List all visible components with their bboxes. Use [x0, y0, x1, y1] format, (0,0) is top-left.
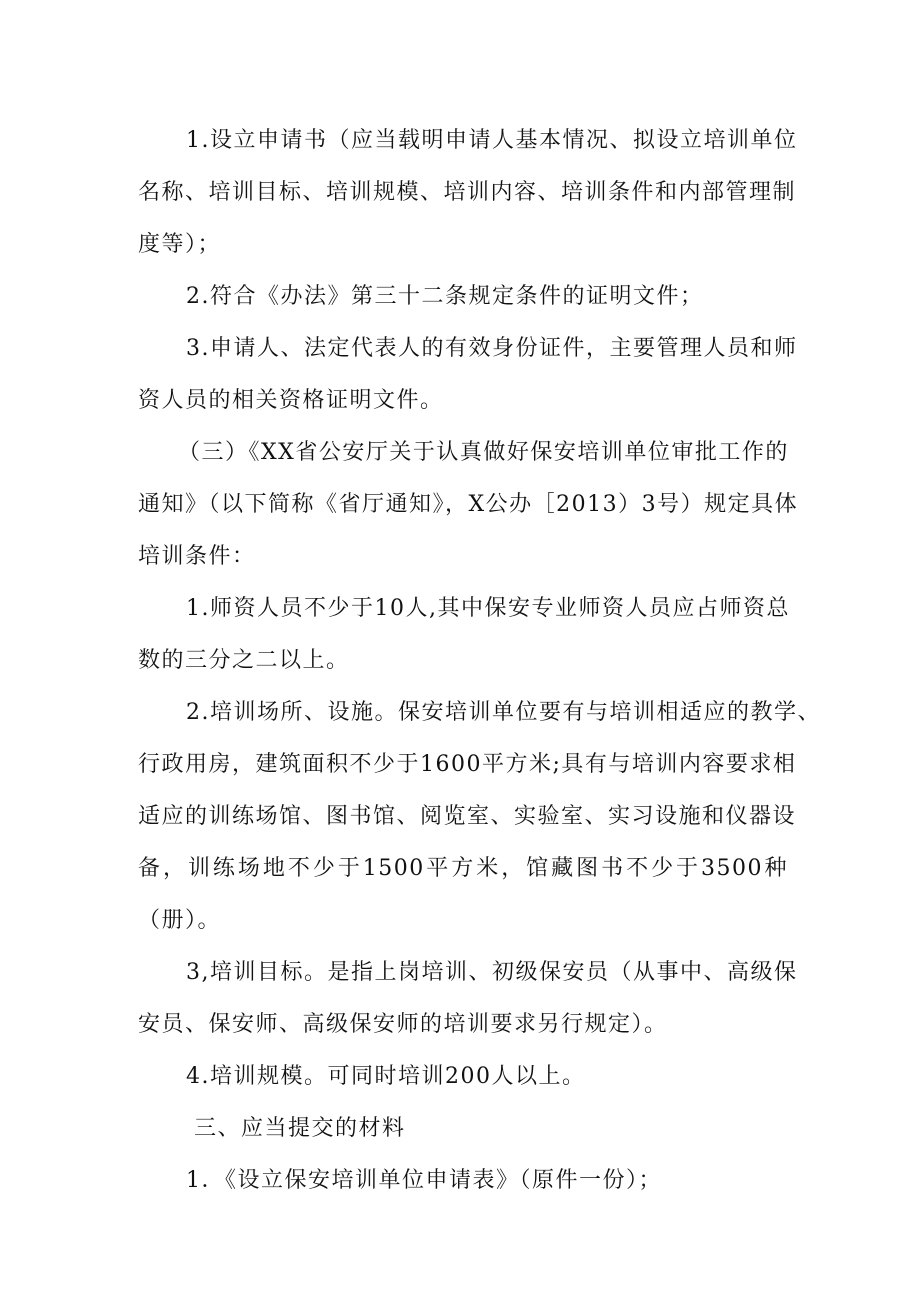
paragraph-line: 1．《设立保安培训单位申请表》（原件一份）； [186, 1168, 662, 1193]
paragraph-line: 适应的训练场馆、图书馆、阅览室、实验室、实习设施和仪器设 [138, 804, 797, 829]
paragraph-line: 1.设立申请书（应当载明申请人基本情况、拟设立培训单位 [186, 128, 798, 153]
paragraph-line: 名称、培训目标、培训规模、培训内容、培训条件和内部管理制 [138, 180, 797, 205]
paragraph-line: 3.申请人、法定代表人的有效身份证件，主要管理人员和师 [186, 336, 798, 361]
paragraph-line: 3,培训目标。是指上岗培训、初级保安员（从事中、高级保 [186, 960, 798, 985]
paragraph-line: 2.培训场所、设施。保安培训单位要有与培训相适应的教学、 [186, 700, 821, 725]
paragraph-line: 行政用房，建筑面积不少于1600平方米;具有与培训内容要求相 [138, 752, 797, 777]
section-heading-line: 三、应当提交的材料 [194, 1116, 406, 1141]
paragraph-line: 数的三分之二以上。 [138, 648, 350, 673]
paragraph-line: 安员、保安师、高级保安师的培训要求另行规定）。 [138, 1012, 668, 1037]
paragraph-line: 1.师资人员不少于10人,其中保安专业师资人员应占师资总 [186, 596, 790, 621]
paragraph-line: 2.符合《办法》第三十二条规定条件的证明文件； [186, 284, 704, 309]
paragraph-line: 通知》（以下简称《省厅通知》，X公办［2013）3号）规定具体 [138, 492, 799, 517]
paragraph-line: 度等）； [138, 232, 222, 257]
paragraph-line: 资人员的相关资格证明文件。 [138, 388, 444, 413]
paragraph-line: （册）。 [138, 908, 222, 933]
paragraph-line: 备，训练场地不少于1500平方米，馆藏图书不少于3500种 [138, 856, 788, 881]
section-heading-line: （三）《XX省公安厅关于认真做好保安培训单位审批工作的 [178, 440, 789, 465]
paragraph-line: 培训条件： [138, 544, 256, 569]
paragraph-line: 4.培训规模。可同时培训200人以上。 [186, 1064, 586, 1089]
